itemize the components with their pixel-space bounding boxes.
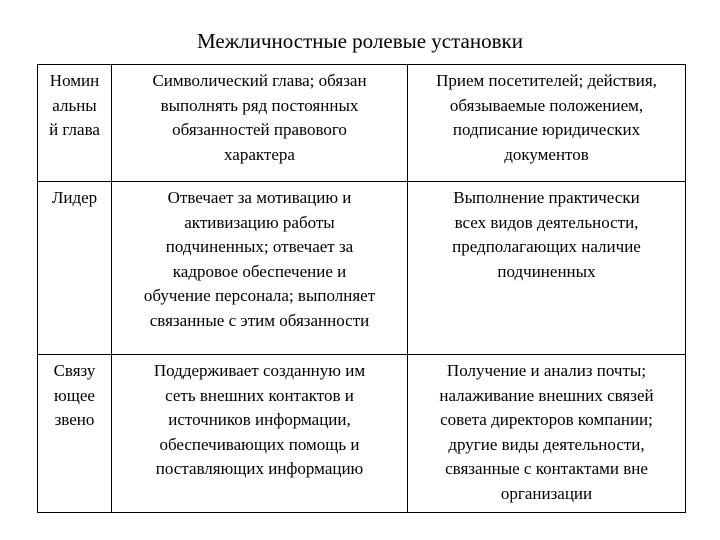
role-description-cell <box>112 182 408 355</box>
table-row <box>38 182 686 355</box>
role-activities: Прием посетителей; действия, обязываемые положением, подписание юридических документов <box>436 71 657 164</box>
table-row <box>38 65 686 182</box>
role-activities-cell <box>408 182 686 355</box>
role-description: Отвечает за мотивацию и активизацию работы подчиненных; отвечает за кадровое обеспечение и обучение персонала; выполняет связанные с этим обязанности <box>143 188 376 330</box>
role-name-cell <box>38 182 112 355</box>
role-name: Связу ющее звено <box>53 361 96 429</box>
role-name-cell <box>38 355 112 513</box>
role-description-cell <box>112 65 408 182</box>
role-name-cell <box>38 65 112 182</box>
role-activities: Выполнение практически всех видов деятельности, предполагающих наличие подчиненных <box>452 188 641 281</box>
role-activities-cell <box>408 65 686 182</box>
role-name: Номин альны й глава <box>49 71 100 139</box>
role-description-cell <box>112 355 408 513</box>
role-name: Лидер <box>51 188 98 207</box>
role-description: Символический глава; обязан выполнять ряд постоянных обязанностей правового характера <box>152 71 367 164</box>
page-title: Межличностные ролевые установки <box>197 29 523 53</box>
roles-table <box>37 64 686 513</box>
role-activities: Получение и анализ почты; налаживание внешних связей совета директоров компании; другие виды деятельности, связанные с контактами вне организации <box>439 361 654 503</box>
table-row <box>38 355 686 513</box>
role-description: Поддерживает созданную им сеть внешних контактов и источников информации, обеспечивающих помощь и поставляющих информацию <box>153 361 366 478</box>
role-activities-cell <box>408 355 686 513</box>
